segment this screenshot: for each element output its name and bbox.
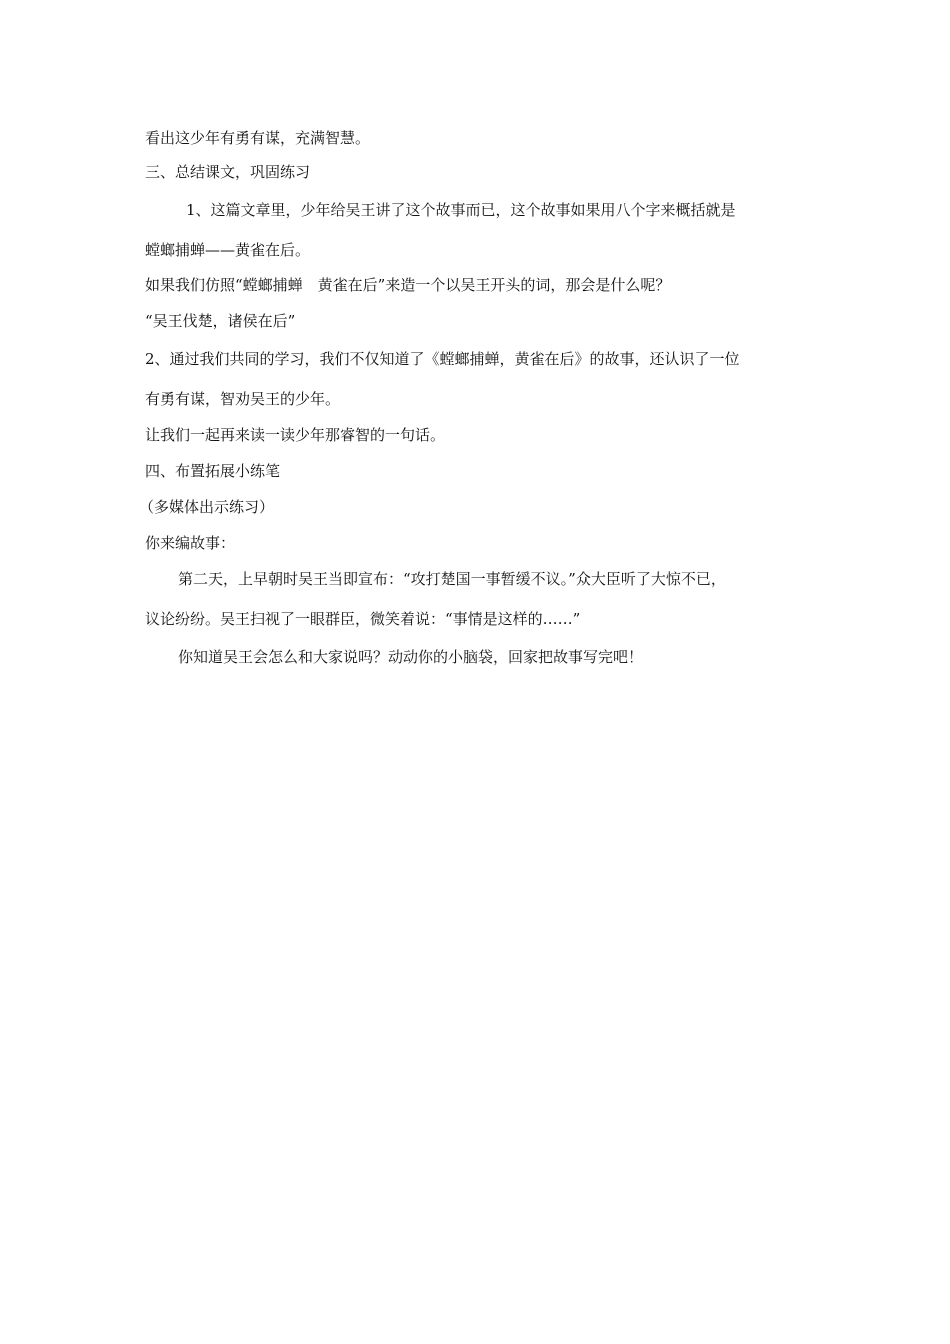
paragraph-line-reading: 让我们一起再来读一读少年那睿智的一句话。 bbox=[145, 426, 446, 444]
story-prompt-label: 你来编故事： bbox=[145, 534, 236, 552]
paragraph-line-1: 看出这少年有勇有谋，充满智慧。 bbox=[145, 129, 371, 147]
quote-line: “吴王伐楚，诸侯在后” bbox=[145, 312, 296, 330]
exercise-item-2-line-2: 有勇有谋，智劝吴王的少年。 bbox=[145, 390, 341, 408]
exercise-item-2-line-1: 2、通过我们共同的学习，我们不仅知道了《螳螂捕蝉，黄雀在后》的故事，还认识了一位 bbox=[145, 350, 740, 368]
section-heading-3: 三、总结课文，巩固练习 bbox=[145, 163, 311, 181]
story-paragraph-line-1: 第二天，上早朝时吴王当即宣布：“攻打楚国一事暂缓不议。”众大臣听了大惊不已， bbox=[178, 570, 726, 588]
section-heading-4: 四、布置拓展小练笔 bbox=[145, 462, 281, 480]
paragraph-line-imitation: 如果我们仿照“螳螂捕蝉 黄雀在后”来造一个以吴王开头的词，那会是什么呢？ bbox=[145, 276, 671, 294]
exercise-item-1-line-2: 螳螂捕蝉——黄雀在后。 bbox=[145, 241, 311, 259]
story-paragraph-line-2: 议论纷纷。吴王扫视了一眼群臣，微笑着说：“事情是这样的……” bbox=[145, 610, 581, 628]
closing-instruction: 你知道吴王会怎么和大家说吗？动动你的小脑袋，回家把故事写完吧！ bbox=[178, 648, 644, 666]
multimedia-note: （多媒体出示练习） bbox=[139, 498, 275, 516]
exercise-item-1-line-1: 1、这篇文章里，少年给吴王讲了这个故事而已，这个故事如果用八个字来概括就是 bbox=[186, 201, 736, 219]
